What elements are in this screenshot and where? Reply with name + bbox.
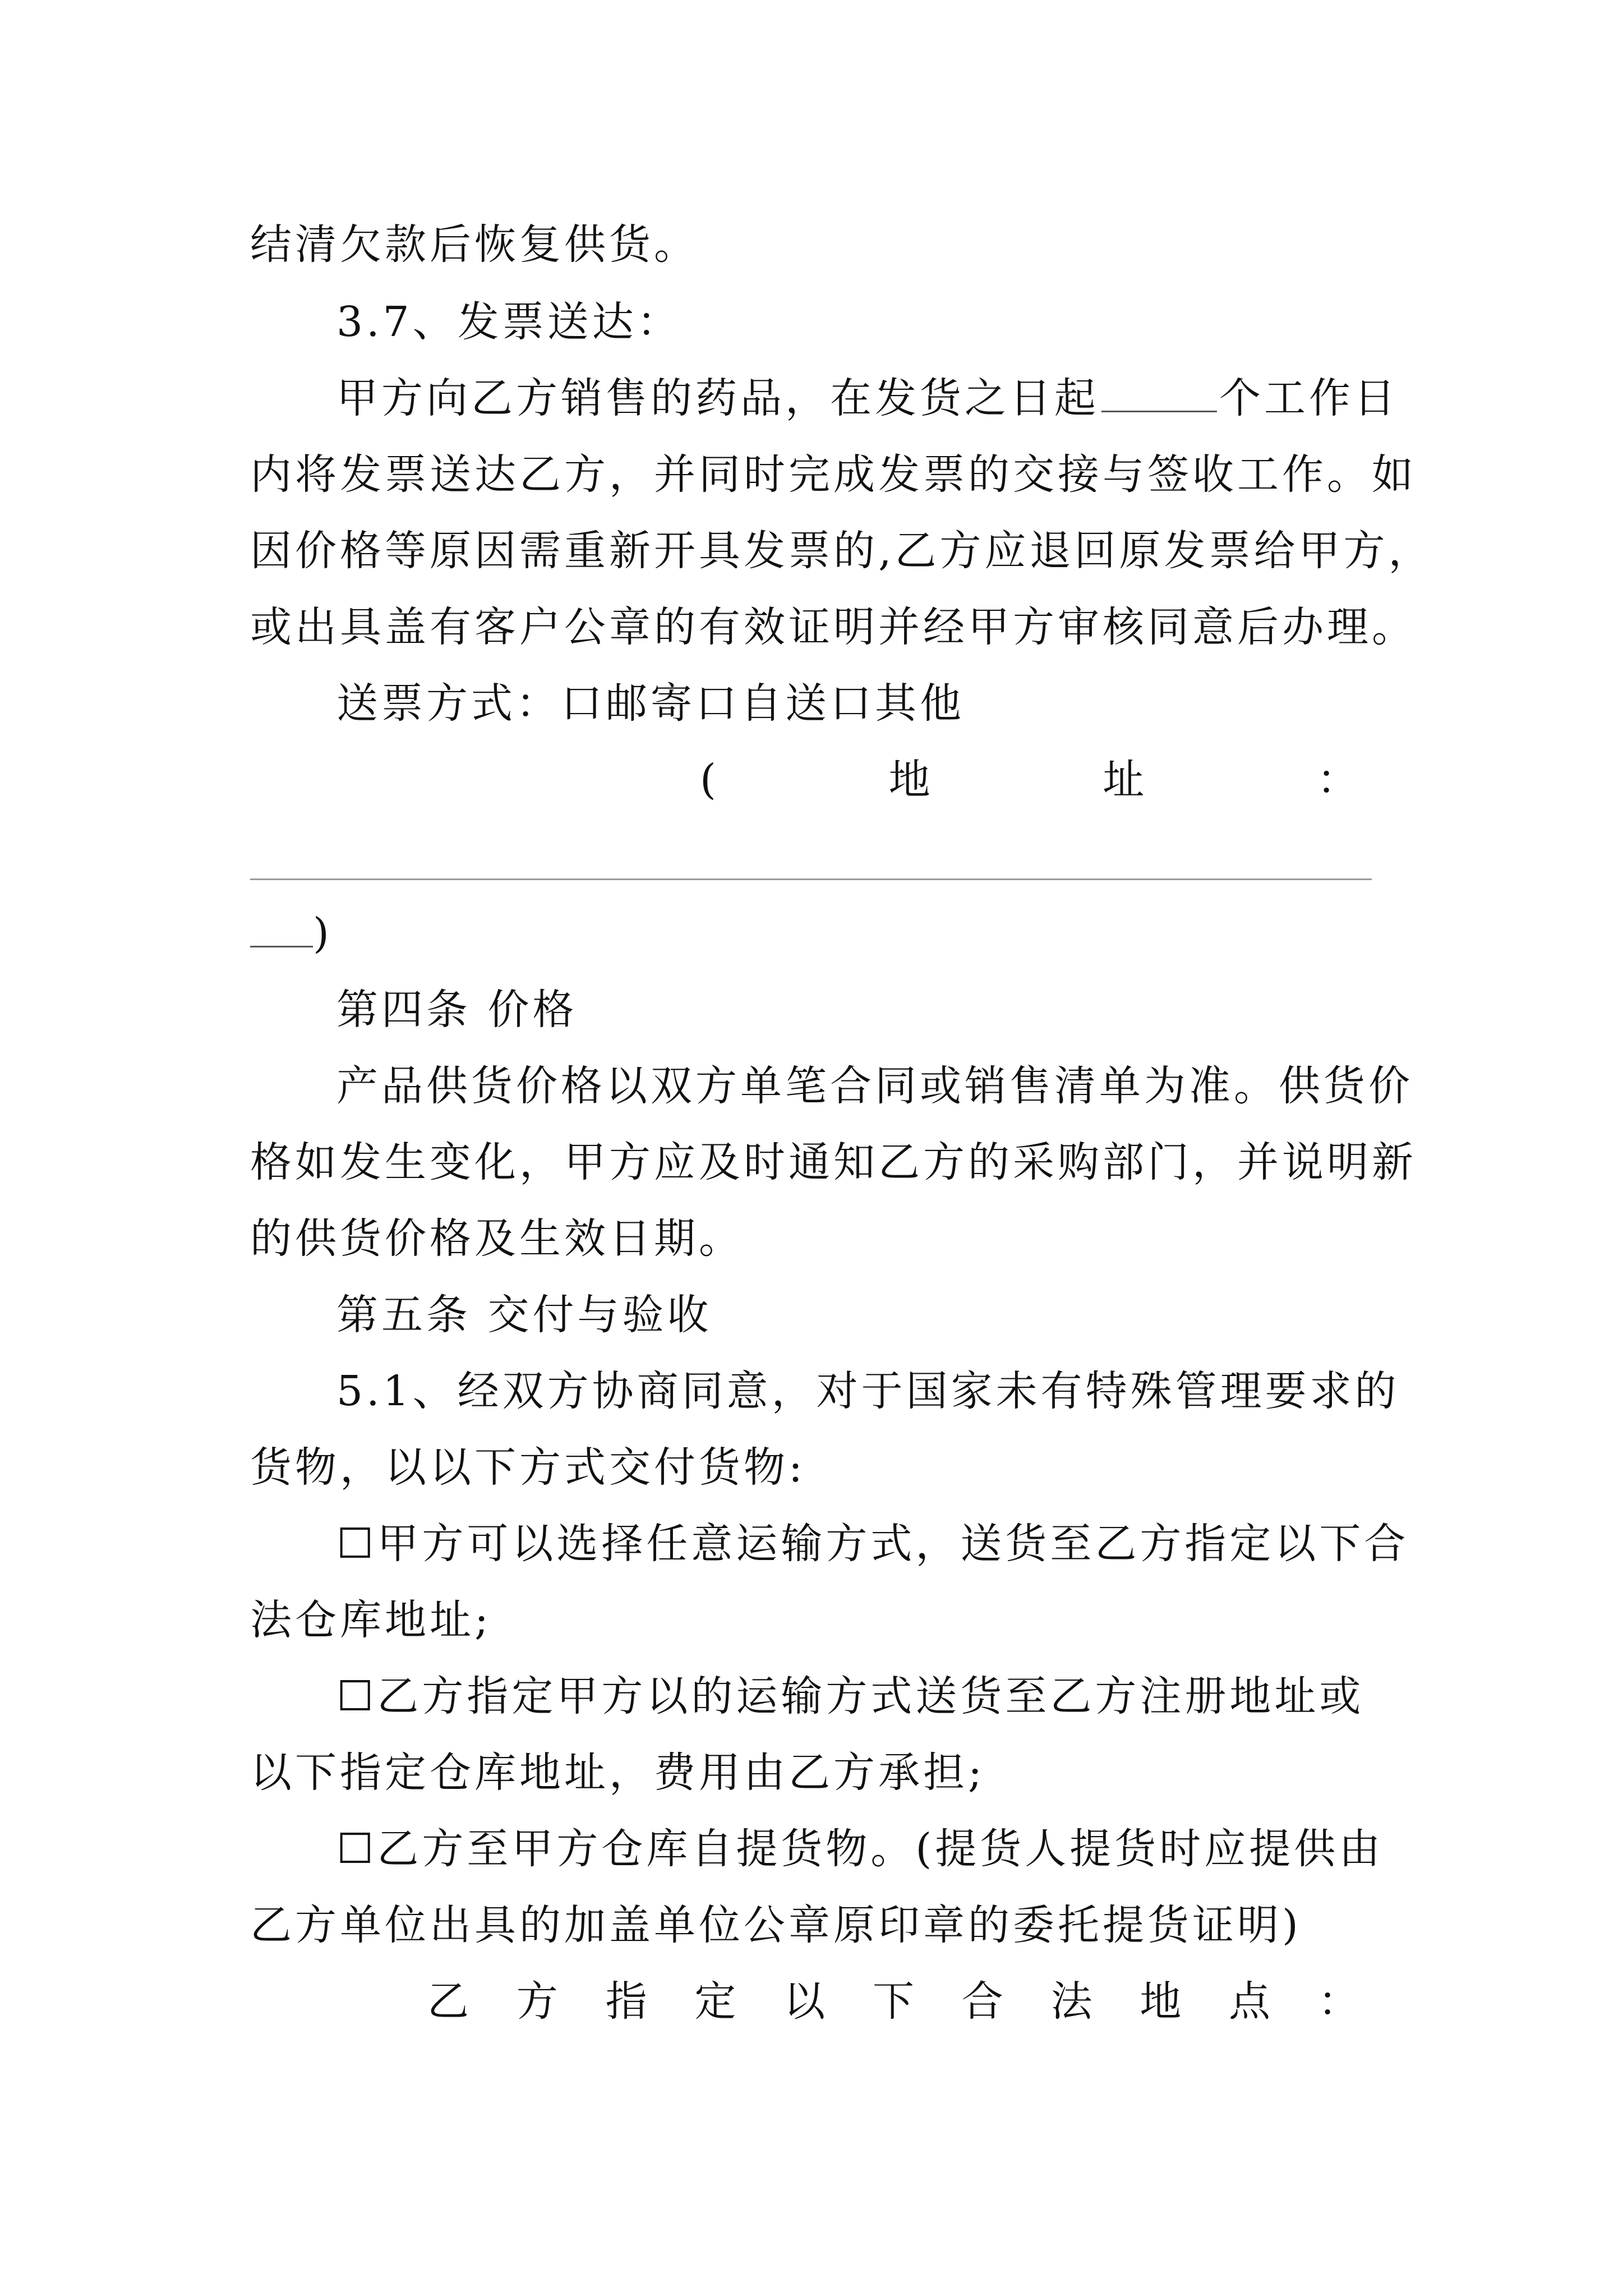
text-segment: 个工作日 <box>1219 374 1399 422</box>
spaced-char: 下 <box>872 1977 917 2026</box>
article-5-heading: 第五条 交付与验收 <box>336 1291 712 1339</box>
fill-in-blank[interactable] <box>1101 408 1217 412</box>
paragraph-line: 货物，以以下方式交付货物: <box>250 1443 806 1492</box>
spaced-char: 方 <box>516 1977 561 2026</box>
close-paren: ) <box>313 909 333 958</box>
spaced-char: 以 <box>783 1977 829 2026</box>
option-line[interactable]: ☐乙方至甲方仓库自提货物。(提货人提货时应提供由 <box>336 1825 1384 1873</box>
spaced-char: 乙 <box>427 1977 472 2026</box>
paragraph-line: 因价格等原因需重新开具发票的,乙方应退回原发票给甲方， <box>250 527 1433 575</box>
paragraph-line: 产品供货价格以双方单笔合同或销售清单为准。供货价 <box>336 1062 1413 1110</box>
option-line[interactable]: ☐甲方可以选择任意运输方式，送货至乙方指定以下合 <box>336 1520 1409 1568</box>
spaced-char: 指 <box>605 1977 651 2026</box>
section-heading-3-7: 3.7、发票送达： <box>336 298 682 346</box>
delivery-method-line: 送票方式：口邮寄口自送口其他 <box>336 679 965 728</box>
address-char: 地 <box>888 756 934 804</box>
address-label-line <box>700 752 1362 808</box>
address-close-line <box>250 905 1377 961</box>
spaced-char: 点 <box>1229 1977 1274 2026</box>
colon: ： <box>1317 1977 1363 2026</box>
address-char: 址 <box>1103 756 1148 804</box>
paragraph-line: 以下指定仓库地址，费用由乙方承担; <box>250 1749 985 1797</box>
option-line[interactable]: ☐乙方指定甲方以的运输方式送货至乙方注册地址或 <box>336 1672 1364 1720</box>
paragraph-line <box>336 370 1399 426</box>
spaced-char: 定 <box>694 1977 740 2026</box>
article-4-heading: 第四条 价格 <box>336 986 578 1034</box>
paragraph-line: 法仓库地址; <box>250 1596 492 1644</box>
paragraph-line: 的供货价格及生效日期。 <box>250 1214 744 1263</box>
spaced-char: 法 <box>1050 1977 1096 2026</box>
open-paren: ( <box>700 756 720 804</box>
text-segment: 甲方向乙方销售的药品，在发货之日起 <box>336 374 1099 422</box>
paragraph-line: 5.1、经双方协商同意，对于国家未有特殊管理要求的 <box>336 1367 1400 1415</box>
paragraph-line: 结清欠款后恢复供货。 <box>250 220 699 269</box>
spaced-char: 地 <box>1140 1977 1185 2026</box>
address-fill-line[interactable] <box>250 878 1372 880</box>
paragraph-line: 内将发票送达乙方，并同时完成发票的交接与签收工作。如 <box>250 450 1417 499</box>
paragraph-line: 格如发生变化，甲方应及时通知乙方的采购部门，并说明新 <box>250 1138 1417 1186</box>
fill-in-blank[interactable] <box>250 944 313 947</box>
colon: ： <box>1316 756 1362 804</box>
spaced-char: 合 <box>961 1977 1007 2026</box>
paragraph-line: 乙方单位出具的加盖单位公章原印章的委托提货证明) <box>250 1901 1302 1949</box>
paragraph-line: 或出具盖有客户公章的有效证明并经甲方审核同意后办理。 <box>250 603 1417 651</box>
designated-location-line <box>427 1973 1363 2030</box>
